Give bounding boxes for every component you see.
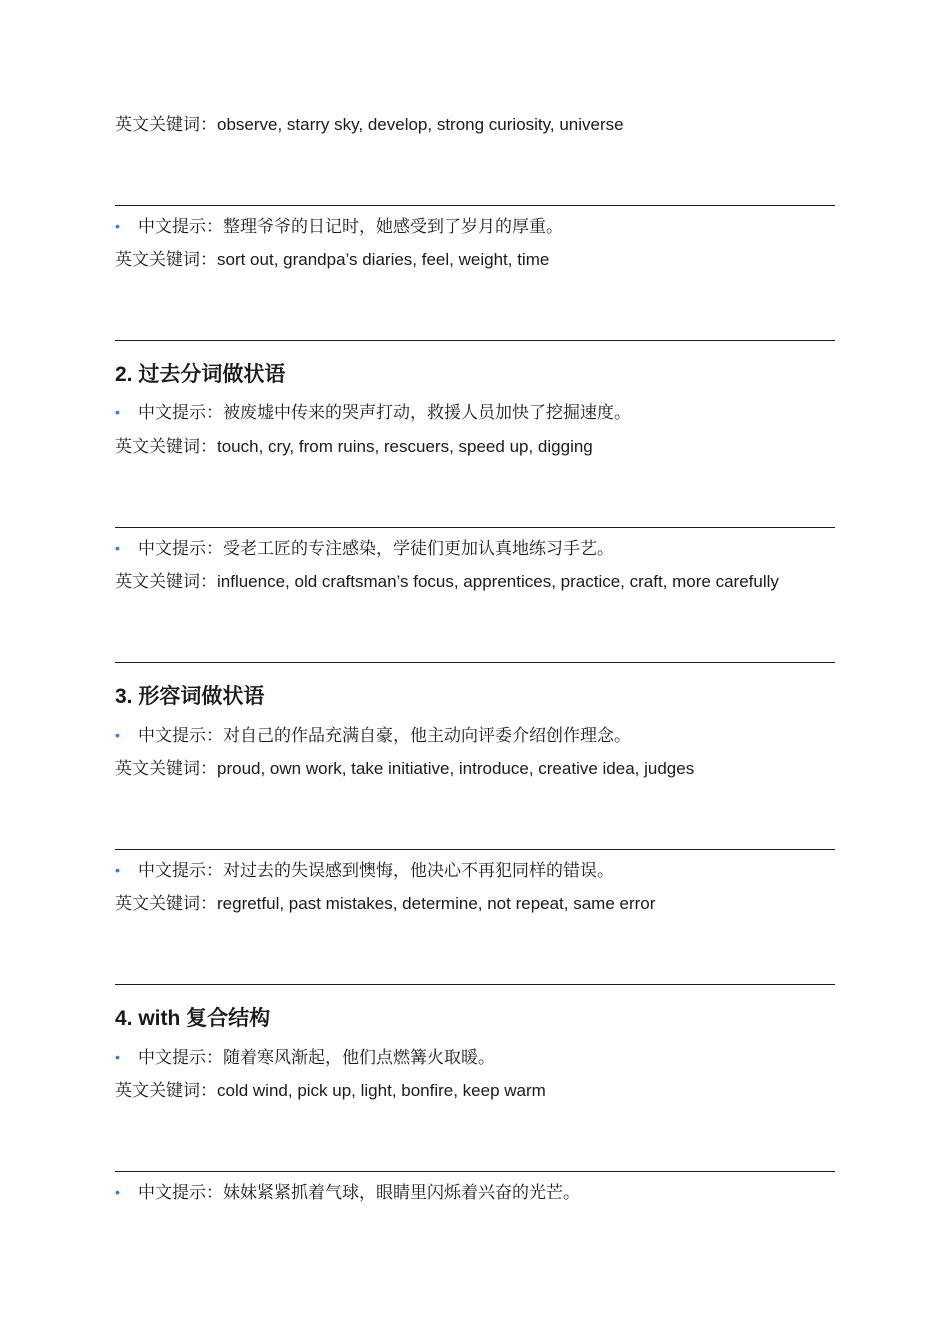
hint-text: 被废墟中传来的哭声打动，救援人员加快了挖掘速度。 bbox=[223, 403, 631, 422]
keyword-label: 英文关键词： bbox=[115, 437, 217, 456]
bullet-icon: • bbox=[115, 1049, 120, 1065]
divider bbox=[115, 205, 835, 206]
keyword-label: 英文关键词： bbox=[115, 572, 217, 591]
divider bbox=[115, 340, 835, 341]
keyword-line bbox=[115, 893, 655, 915]
section-heading: 2. 过去分词做状语 bbox=[115, 363, 286, 386]
section-heading: 4. with 复合结构 bbox=[115, 1007, 271, 1030]
keyword-text: proud, own work, take initiative, introduce, creative idea, judges bbox=[217, 759, 695, 778]
keyword-line bbox=[115, 436, 593, 458]
hint-text: 对过去的失误感到懊悔，他决心不再犯同样的错误。 bbox=[223, 861, 614, 880]
keyword-label: 英文关键词： bbox=[115, 759, 217, 778]
hint-label: 中文提示： bbox=[138, 539, 223, 558]
divider bbox=[115, 1171, 835, 1172]
bullet-icon: • bbox=[115, 404, 120, 420]
hint-label: 中文提示： bbox=[138, 861, 223, 880]
keyword-text: touch, cry, from ruins, rescuers, speed up, digging bbox=[217, 437, 593, 456]
hint-label: 中文提示： bbox=[138, 217, 223, 236]
keyword-label: 英文关键词： bbox=[115, 250, 217, 269]
bullet-icon: • bbox=[115, 540, 120, 556]
keyword-text: cold wind, pick up, light, bonfire, keep warm bbox=[217, 1081, 546, 1100]
hint-line bbox=[115, 724, 631, 747]
hint-label: 中文提示： bbox=[138, 726, 223, 745]
hint-label: 中文提示： bbox=[138, 1048, 223, 1067]
divider bbox=[115, 662, 835, 663]
keyword-text: influence, old craftsman’s focus, apprentices, practice, craft, more carefully bbox=[217, 572, 779, 591]
divider bbox=[115, 849, 835, 850]
section-heading: 3. 形容词做状语 bbox=[115, 685, 265, 708]
hint-label: 中文提示： bbox=[138, 1183, 223, 1202]
bullet-icon: • bbox=[115, 727, 120, 743]
hint-text: 随着寒风渐起，他们点燃篝火取暖。 bbox=[223, 1048, 495, 1067]
keyword-text: sort out, grandpa’s diaries, feel, weight, time bbox=[217, 250, 550, 269]
divider bbox=[115, 984, 835, 985]
divider bbox=[115, 527, 835, 528]
hint-text: 妹妹紧紧抓着气球，眼睛里闪烁着兴奋的光芒。 bbox=[223, 1183, 580, 1202]
hint-line bbox=[115, 1181, 580, 1204]
bullet-icon: • bbox=[115, 1184, 120, 1200]
hint-line bbox=[115, 215, 563, 238]
hint-label: 中文提示： bbox=[138, 403, 223, 422]
keyword-line bbox=[115, 571, 779, 593]
keyword-line bbox=[115, 114, 624, 136]
hint-text: 整理爷爷的日记时，她感受到了岁月的厚重。 bbox=[223, 217, 563, 236]
keyword-line bbox=[115, 1080, 546, 1102]
keyword-text: regretful, past mistakes, determine, not repeat, same error bbox=[217, 894, 656, 913]
keyword-label: 英文关键词： bbox=[115, 115, 217, 134]
hint-line bbox=[115, 401, 631, 424]
bullet-icon: • bbox=[115, 218, 120, 234]
keyword-text: observe, starry sky, develop, strong curiosity, universe bbox=[217, 115, 624, 134]
hint-text: 对自己的作品充满自豪，他主动向评委介绍创作理念。 bbox=[223, 726, 631, 745]
hint-text: 受老工匠的专注感染，学徒们更加认真地练习手艺。 bbox=[223, 539, 614, 558]
keyword-line bbox=[115, 758, 694, 780]
hint-line bbox=[115, 537, 614, 560]
keyword-line bbox=[115, 249, 549, 271]
hint-line bbox=[115, 1046, 495, 1069]
bullet-icon: • bbox=[115, 862, 120, 878]
keyword-label: 英文关键词： bbox=[115, 1081, 217, 1100]
keyword-label: 英文关键词： bbox=[115, 894, 217, 913]
hint-line bbox=[115, 859, 614, 882]
